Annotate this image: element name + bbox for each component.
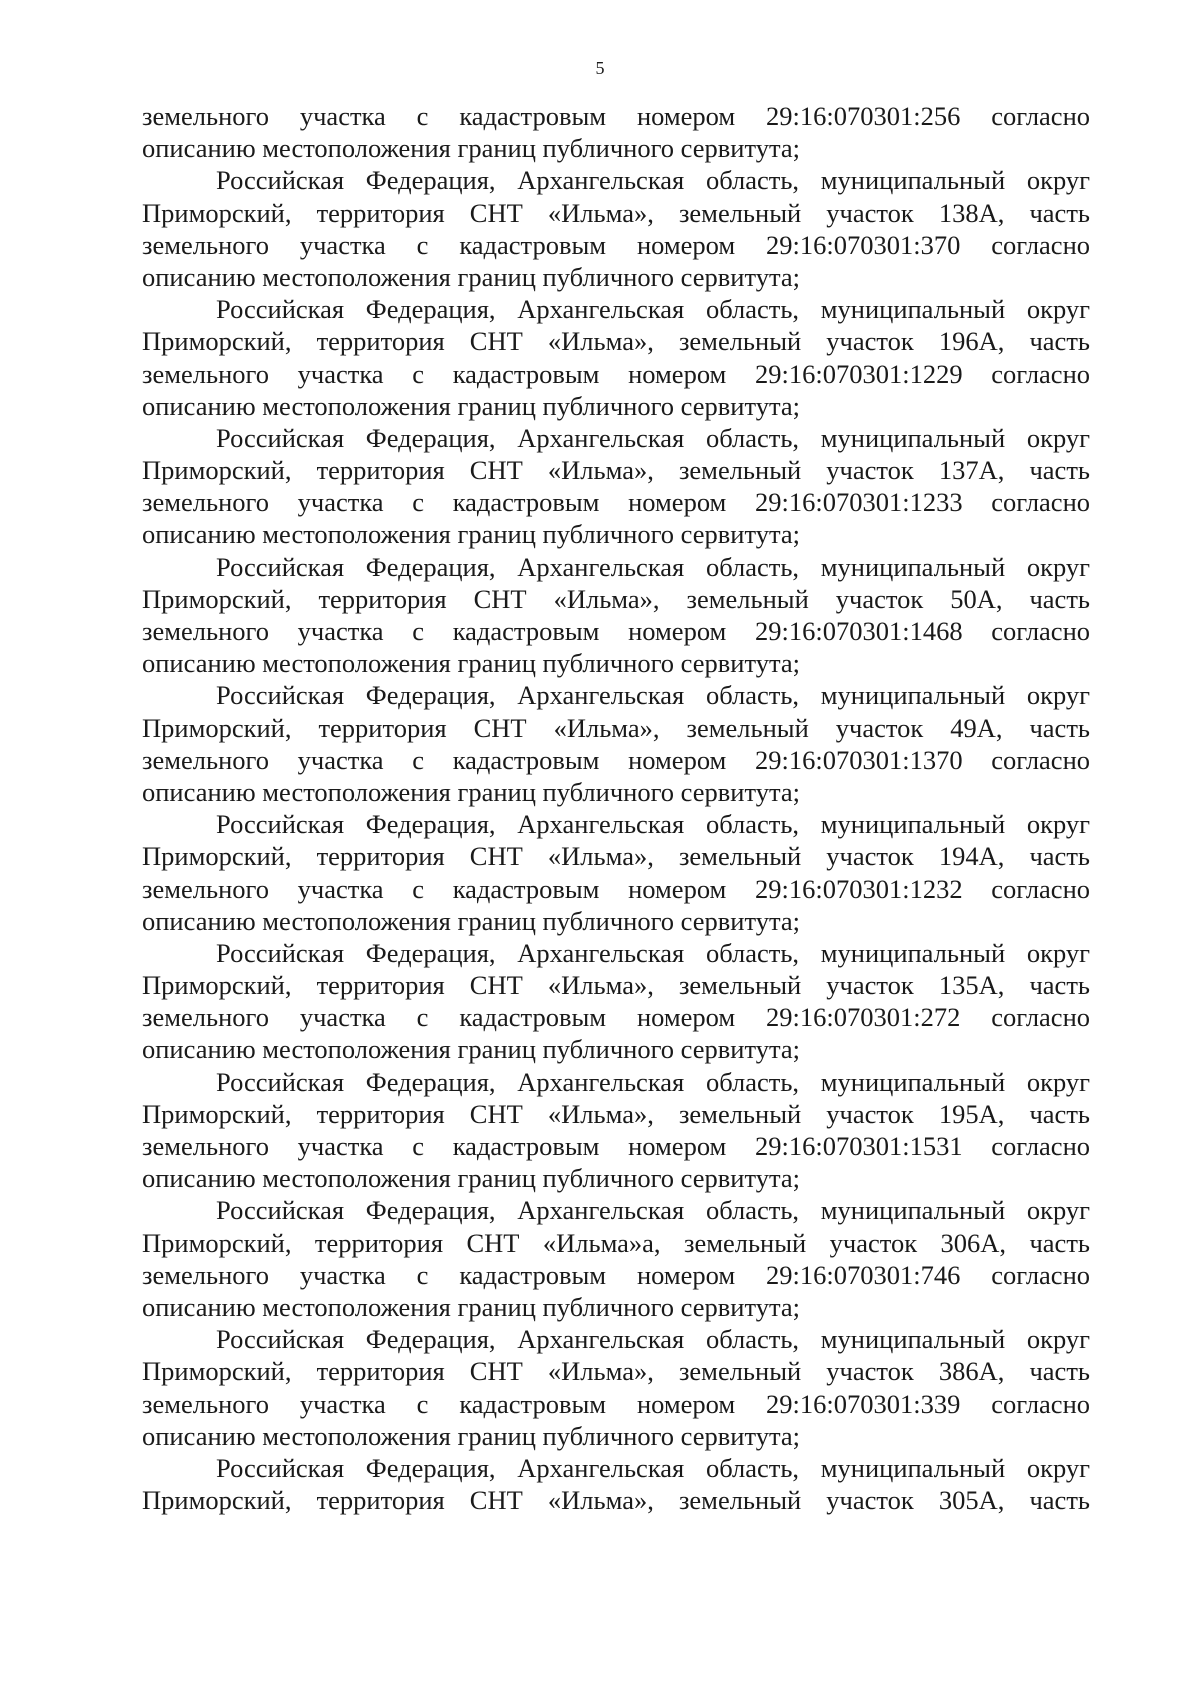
text-line: описанию местоположения границ публичного сервитута;	[142, 1034, 800, 1065]
text-line: описанию местоположения границ публичного сервитута;	[142, 905, 800, 936]
text-line: Приморский, территория СНТ «Ильма», земельный участок 137А, часть	[142, 455, 1090, 486]
text-line: Российская Федерация, Архангельская область, муниципальный округ	[216, 809, 1090, 840]
text-line: описанию местоположения границ публичного сервитута;	[142, 519, 800, 550]
text-line: Приморский, территория СНТ «Ильма»а, земельный участок 306А, часть	[142, 1227, 1090, 1258]
text-line: Российская Федерация, Архангельская область, муниципальный округ	[216, 1195, 1090, 1226]
text-line: Российская Федерация, Архангельская область, муниципальный округ	[216, 680, 1090, 711]
text-line: Российская Федерация, Архангельская область, муниципальный округ	[216, 551, 1090, 582]
text-line: Приморский, территория СНТ «Ильма», земельный участок 305А, часть	[142, 1485, 1090, 1516]
text-line: земельного участка с кадастровым номером 29:16:070301:339 согласно	[142, 1388, 1090, 1419]
text-line: земельного участка с кадастровым номером 29:16:070301:1370 согласно	[142, 744, 1090, 775]
text-line: описанию местоположения границ публичного сервитута;	[142, 133, 800, 164]
text-line: Российская Федерация, Архангельская область, муниципальный округ	[216, 937, 1090, 968]
text-line: земельного участка с кадастровым номером 29:16:070301:272 согласно	[142, 1002, 1090, 1033]
text-line: Приморский, территория СНТ «Ильма», земельный участок 196А, часть	[142, 326, 1090, 357]
text-line: Российская Федерация, Архангельская область, муниципальный округ	[216, 294, 1090, 325]
text-line: земельного участка с кадастровым номером 29:16:070301:1531 согласно	[142, 1131, 1090, 1161]
text-line: описанию местоположения границ публичного сервитута;	[142, 648, 800, 679]
text-line: описанию местоположения границ публичного сервитута;	[142, 261, 800, 292]
text-line: земельного участка с кадастровым номером 29:16:070301:1468 согласно	[142, 616, 1090, 646]
text-line: Приморский, территория СНТ «Ильма», земельный участок 50А, часть	[142, 583, 1090, 614]
text-line: земельного участка с кадастровым номером 29:16:070301:1233 согласно	[142, 487, 1090, 518]
text-line: земельного участка с кадастровым номером 29:16:070301:1229 согласно	[142, 358, 1090, 389]
text-line: Приморский, территория СНТ «Ильма», земельный участок 49А, часть	[142, 712, 1090, 743]
text-line: земельного участка с кадастровым номером 29:16:070301:256 согласно	[142, 101, 1090, 131]
text-line: Приморский, территория СНТ «Ильма», земельный участок 195А, часть	[142, 1098, 1090, 1129]
text-line: Российская Федерация, Архангельская область, муниципальный округ	[216, 1452, 1090, 1483]
text-line: Приморский, территория СНТ «Ильма», земельный участок 138А, часть	[142, 197, 1090, 228]
document-body	[142, 100, 1090, 1516]
text-line: земельного участка с кадастровым номером 29:16:070301:370 согласно	[142, 229, 1090, 260]
text-line: земельного участка с кадастровым номером 29:16:070301:746 согласно	[142, 1259, 1090, 1290]
text-line: описанию местоположения границ публичного сервитута;	[142, 776, 800, 807]
text-line: Российская Федерация, Архангельская область, муниципальный округ	[216, 1066, 1090, 1097]
text-line: Приморский, территория СНТ «Ильма», земельный участок 135А, часть	[142, 970, 1090, 1001]
text-line: Российская Федерация, Архангельская область, муниципальный округ	[216, 1324, 1090, 1355]
text-line: описанию местоположения границ публичного сервитута;	[142, 1420, 800, 1451]
text-line: Российская Федерация, Архангельская область, муниципальный округ	[216, 165, 1090, 196]
text-line: Российская Федерация, Архангельская область, муниципальный округ	[216, 422, 1090, 453]
text-line: описанию местоположения границ публичного сервитута;	[142, 1163, 800, 1194]
text-line: земельного участка с кадастровым номером 29:16:070301:1232 согласно	[142, 873, 1090, 904]
text-line: описанию местоположения границ публичного сервитута;	[142, 390, 800, 421]
page-number: 5	[595, 58, 605, 78]
text-line: Приморский, территория СНТ «Ильма», земельный участок 194А, часть	[142, 841, 1090, 872]
text-line: описанию местоположения границ публичного сервитута;	[142, 1291, 800, 1322]
text-line: Приморский, территория СНТ «Ильма», земельный участок 386А, часть	[142, 1356, 1090, 1387]
